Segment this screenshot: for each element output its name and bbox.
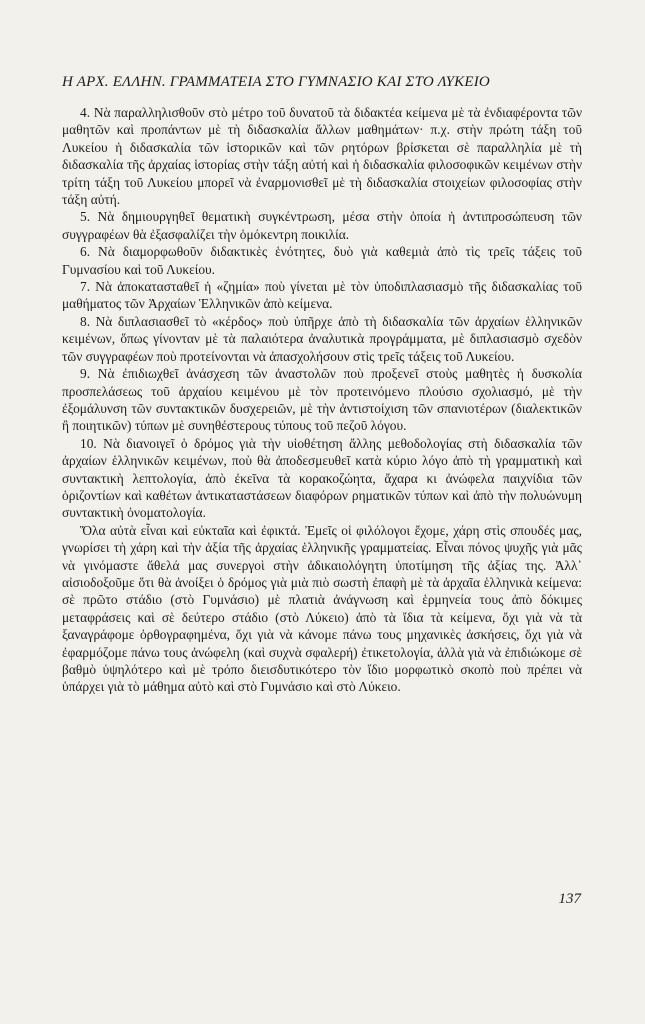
paragraph-item-9: 9. Νὰ ἐπιδιωχθεῖ ἀνάσχεση τῶν ἀναστολῶν ποὺ προξενεῖ στοὺς μαθητὲς ἡ δυσκολία προσπελάσεως τοῦ ἀρχαίου κειμένου μὲ τὸν προτεινόμενο πλούσιο σχολιασμό, μὲ τὴν ἐξομάλυνση τῶν συντακτικῶν δυσχερειῶν, μὲ τὴν ἀντιστοίχιση τῶν σπανιοτέρων (διαλεκτικῶν ἢ ποιητικῶν) τύπων μὲ συνηθέστερους τύπους τοῦ πεζοῦ λόγου. [62,366,582,434]
paragraph-item-4: 4. Νὰ παραλληλισθοῦν στὸ μέτρο τοῦ δυνατοῦ τὰ διδακτέα κείμενα μὲ τὰ ἐνδιαφέροντα τῶν μαθητῶν καὶ προπάντων μὲ τὴ διδασκαλία ἄλλων μαθημάτων· π.χ. στὴν πρώτη τάξη τοῦ Λυκείου ἡ διδασκαλία τῶν ἱστορικῶν καὶ τῶν ρητόρων βρίσκεται σὲ παραλληλία μὲ τὴ διδασκαλία τῆς ἀρχαίας ἱστορίας στὴν τάξη αὐτή καὶ ἡ διδασκαλία φιλοσοφικῶν κειμένων στὴν τρίτη τάξη τοῦ Λυκείου μπορεῖ νὰ ἐναρμονισθεῖ μὲ τὴ διδασκαλία στοιχείων φιλοσοφίας στὴν τάξη αὐτή. [62,105,582,208]
body-text [62,104,582,696]
paragraph-item-8: 8. Νὰ διπλασιασθεῖ τὸ «κέρδος» ποὺ ὑπῆρχε ἀπὸ τὴ διδασκαλία τῶν ἀρχαίων ἑλληνικῶν κειμένων, ὅπως γίνονταν μὲ τὰ παλαιότερα ἀναλυτικὰ προγράμματα, μὲ διπλασιασμὸ σχεδὸν τῶν συγγραφέων ποὺ προτείνονται νὰ ἀπασχολήσουν στὶς τρεῖς τάξεις τοῦ Λυκείου. [62,313,582,364]
closing-paragraph: Ὅλα αὐτὰ εἶναι καὶ εὐκταῖα καὶ ἐφικτά. Ἐμεῖς οἱ φιλόλογοι ἔχομε, χάρη στὶς σπουδές μας, γνωρίσει τὴ χάρη καὶ τὴν ἀξία τῆς ἀρχαίας ἑλληνικῆς γραμματείας. Εἶναι πόνος ψυχῆς γιὰ μᾶς νὰ γινόμαστε ἄθελά μας συνεργοὶ στὴν ἀδικαιολόγητη ὑποτίμηση τῆς ἀξίας της. Ἀλλ᾽ αἰσιοδοξοῦμε ὅτι θὰ ἀνοίξει ὁ δρόμος γιὰ μιὰ πιὸ σωστὴ ἐπαφὴ μὲ τὰ ἀρχαῖα ἑλληνικὰ κείμενα: σὲ πρῶτο στάδιο (στὸ Γυμνάσιο) μὲ πλατιὰ ἀνάγνωση καὶ ἑρμηνεία τους ἀπὸ δόκιμες μεταφράσεις καὶ σὲ δεύτερο στάδιο (στὸ Λύκειο) ἀπὸ τὰ ἴδια τὰ κείμενα, ὄχι γιὰ νὰ τὰ ξαναγράφομε ὀρθογραφημένα, ὄχι γιὰ νὰ κάνομε πάνω τους μηχανικὲς ἀσκήσεις, ὄχι γιὰ νὰ ἐφαρμόζομε πάνω τους ἀνώφελη (καὶ συχνὰ σφαλερή) ἐτικετολογία, ἀλλὰ γιὰ νὰ ἐπιδιώκομε σὲ βαθμὸ ὑψηλότερο καὶ μὲ τρόπο διεισδυτικότερο τὸν ἴδιο μορφωτικὸ σκοπὸ ποὺ πρέπει νὰ ὑπάρχει γιὰ τὸ μάθημα αὐτὸ καὶ στὸ Γυμνάσιο καὶ στὸ Λύκειο. [62,522,582,695]
page-number: 137 [558,891,581,907]
running-head: Η ΑΡΧ. ΕΛΛΗΝ. ΓΡΑΜΜΑΤΕΙΑ ΣΤΟ ΓΥΜΝΑΣΙΟ ΚΑΙ ΣΤΟ ΛΥΚΕΙΟ [62,74,490,90]
paragraph-item-10: 10. Νὰ διανοιγεῖ ὁ δρόμος γιὰ τὴν υἱοθέτηση ἄλλης μεθοδολογίας στὴ διδασκαλία τῶν ἀρχαίων ἑλληνικῶν κειμένων, ποὺ θὰ ἀποδεσμευθεῖ κατὰ κύριο λόγο ἀπὸ τὴ γραμματικὴ καὶ συντακτικὴ λεπτολογία, ἀπὸ ἐκεῖνα τὰ κορακοζώητα, ἄχαρα κι ἀνώφελα παιχνίδια τῶν ὁριζοντίων καὶ καθέτων ἀντικαταστάσεων διαφόρων ρηματικῶν τύπων καὶ ἀπὸ τὴν πολυώνυμη συντακτικὴ ὀνοματολογία. [62,435,582,521]
paragraph-item-5: 5. Νὰ δημιουργηθεῖ θεματικὴ συγκέντρωση, μέσα στὴν ὁποία ἡ ἀντιπροσώπευση τῶν συγγραφέων θὰ ἐξασφαλίζει τὴν ὁμόκεντρη ποικιλία. [62,209,582,242]
paragraph-item-6: 6. Νὰ διαμορφωθοῦν διδακτικὲς ἑνότητες, δυὸ γιὰ καθεμιὰ ἀπὸ τὶς τρεῖς τάξεις τοῦ Γυμνασίου καὶ τοῦ Λυκείου. [62,244,582,277]
paragraph-item-7: 7. Νὰ ἀποκατασταθεῖ ἡ «ζημία» ποὺ γίνεται μὲ τὸν ὑποδιπλασιασμὸ τῆς διδασκαλίας τοῦ μαθήματος τῶν Ἀρχαίων Ἑλληνικῶν ἀπὸ κείμενα. [62,279,582,312]
